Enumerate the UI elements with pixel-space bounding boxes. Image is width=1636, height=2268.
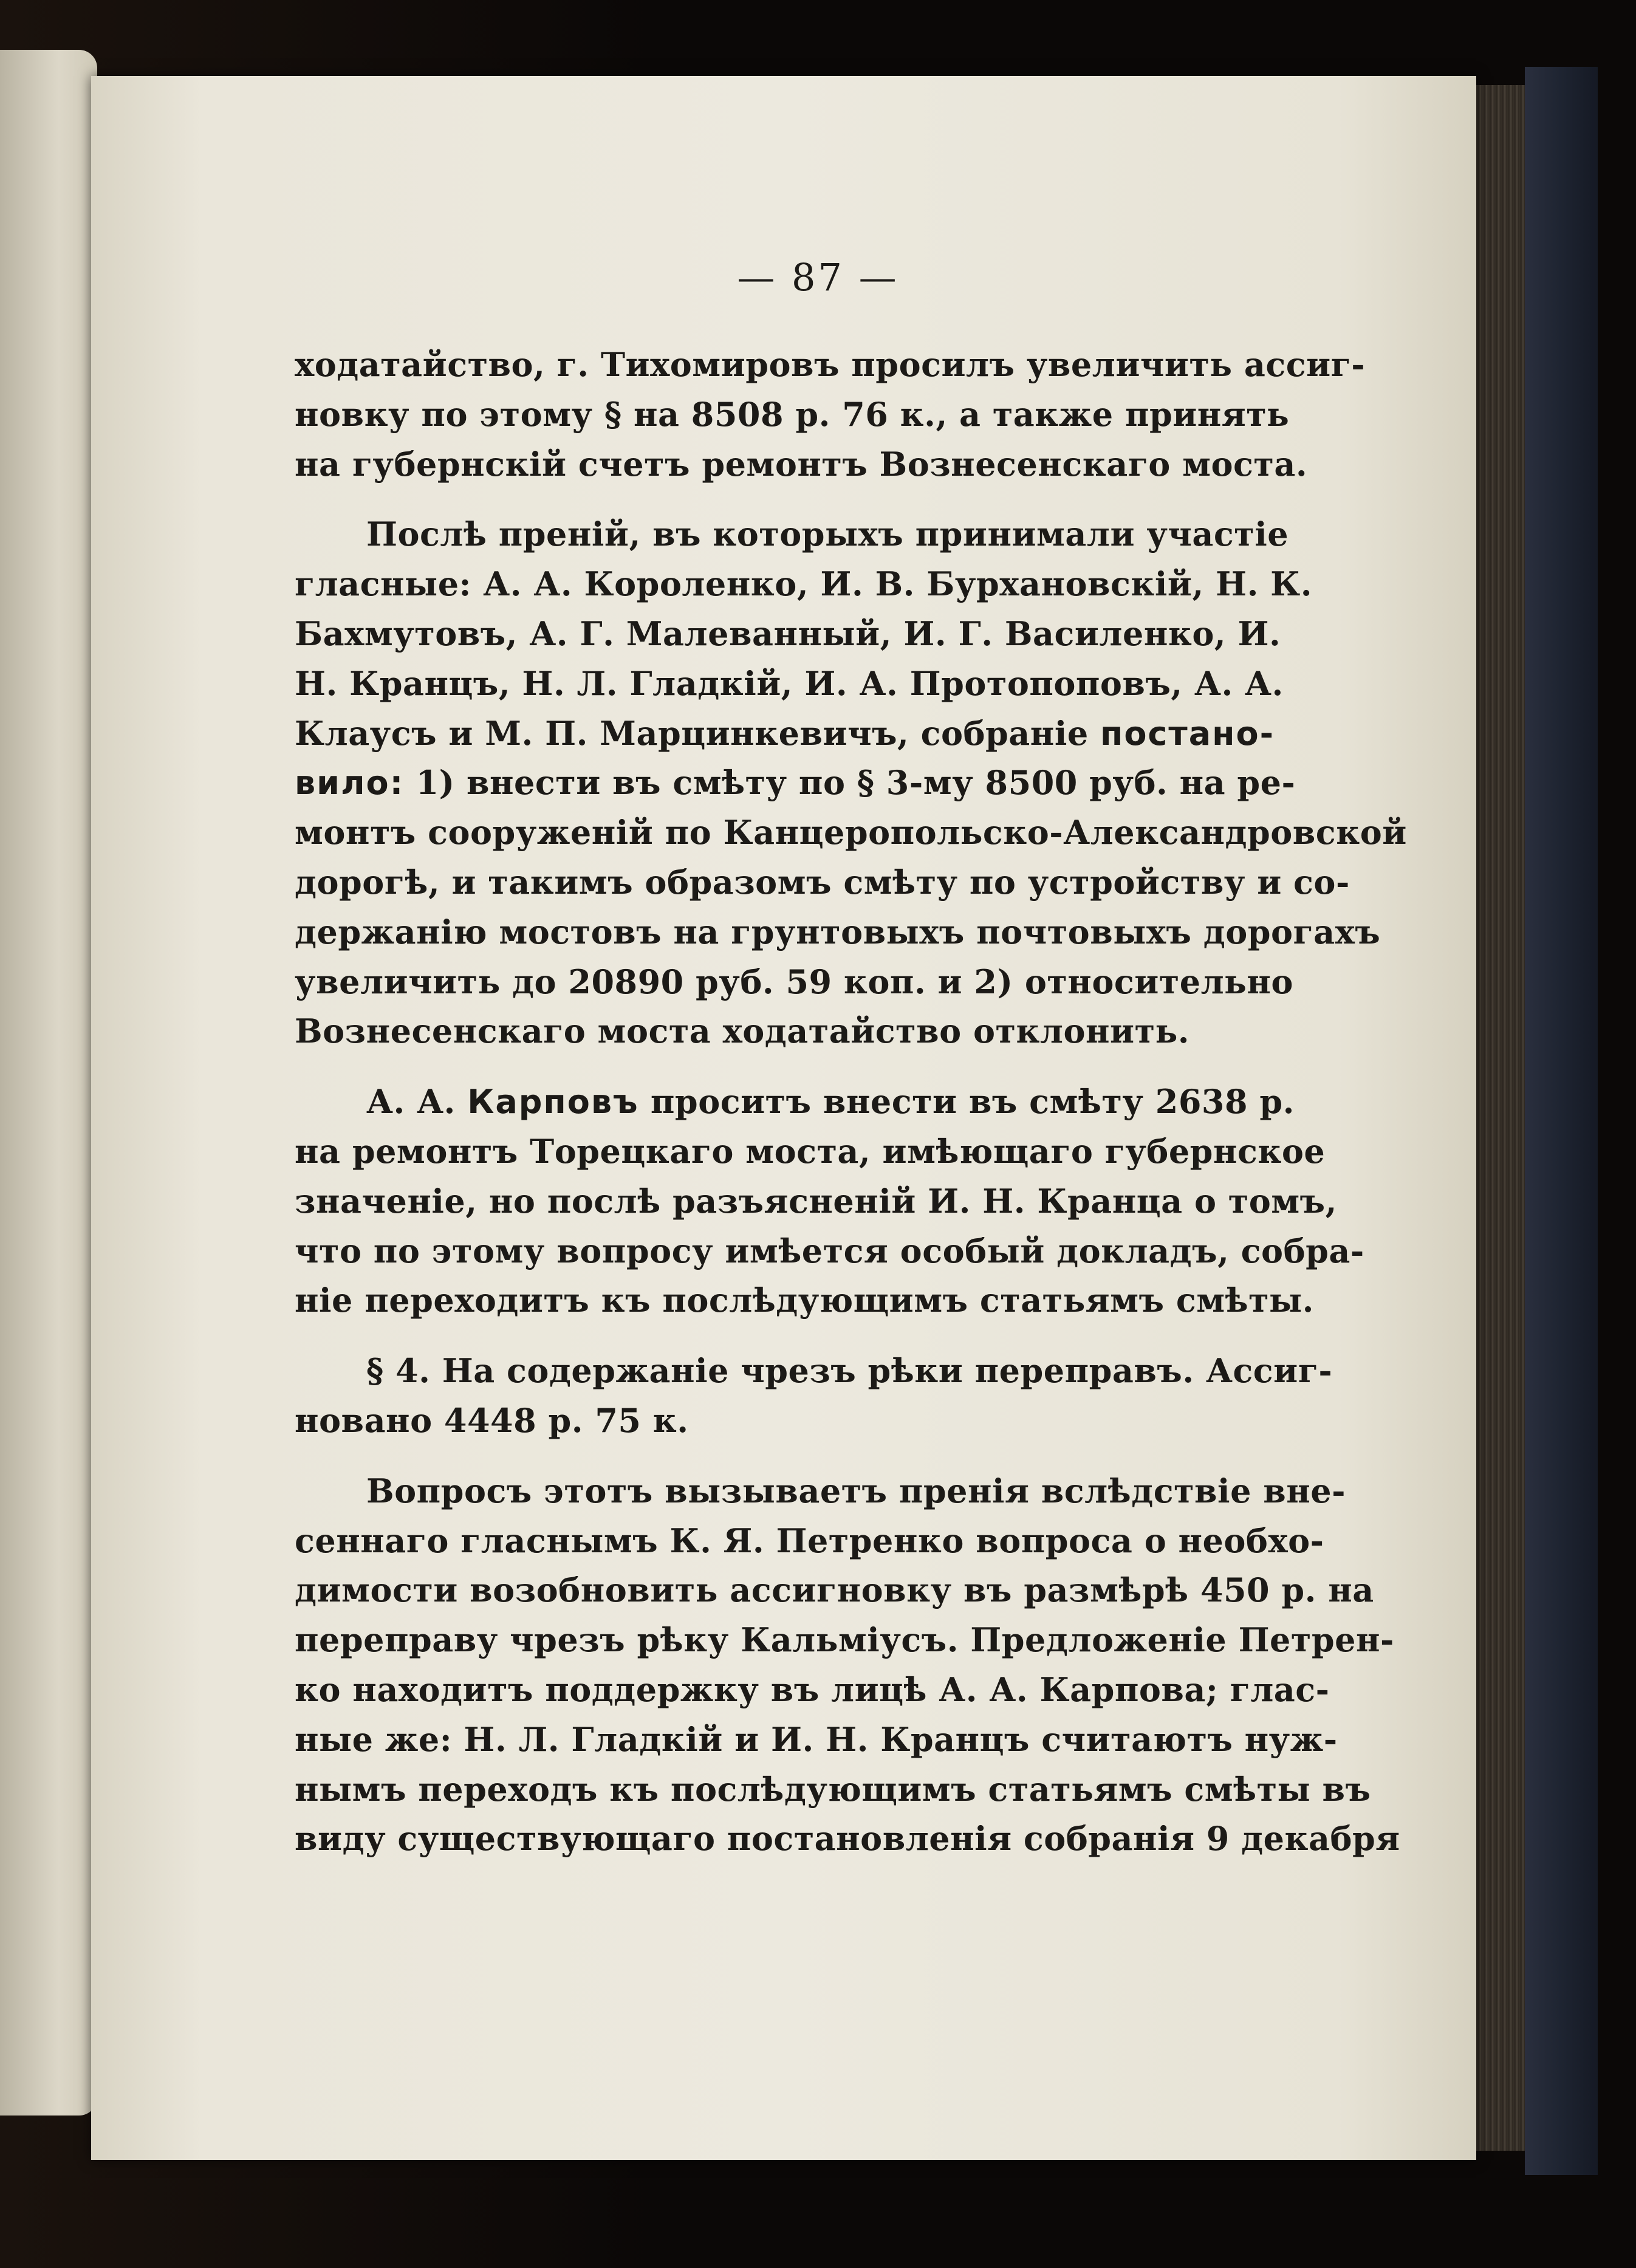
paragraph-1 (295, 340, 1366, 489)
text-line: ніе переходитъ къ послѣдующимъ статьямъ смѣты. (295, 1281, 1314, 1320)
paragraph-5 (295, 1467, 1400, 1864)
text-line: § 4. На содержаніе чрезъ рѣки переправъ. Ассиг- (366, 1351, 1333, 1391)
text-line-with-bold (295, 1077, 1295, 1127)
bold-name: Карповъ (467, 1083, 639, 1122)
text-line: на ремонтъ Торецкаго моста, имѣющаго губернское (295, 1131, 1326, 1171)
text-line-with-bold (295, 758, 1296, 808)
text-span: 1) внести въ смѣту по § 3-му 8500 руб. на ре- (416, 763, 1296, 803)
text-span: Клаусъ и М. П. Марцинкевичъ, собраніе (295, 713, 1089, 753)
text-line: виду существующаго постановленія собранія 9 декабря (295, 1819, 1400, 1859)
text-line: Послѣ преній, въ которыхъ принимали участіе (366, 515, 1289, 554)
text-span: проситъ внести въ смѣту 2638 р. (650, 1082, 1295, 1122)
text-line: Вознесенскаго моста ходатайство отклонить. (295, 1012, 1190, 1051)
text-line: димости возобновить ассигновку въ размѣрѣ 450 р. на (295, 1571, 1374, 1610)
bold-word: вило: (295, 764, 405, 803)
text-line: увеличить до 20890 руб. 59 коп. и 2) относительно (295, 962, 1293, 1001)
paragraph-2 (295, 510, 1407, 1057)
page-text (295, 340, 1407, 1864)
text-line: дорогѣ, и такимъ образомъ смѣту по устройству и со- (295, 862, 1350, 902)
text-line: на губернскій счетъ ремонтъ Вознесенскаго моста. (295, 444, 1308, 484)
book-cover-edge (1525, 67, 1598, 2175)
text-line: значеніе, но послѣ разъясненій И. Н. Кранца о томъ, (295, 1181, 1337, 1221)
text-line: держанію мостовъ на грунтовыхъ почтовыхъ дорогахъ (295, 912, 1381, 951)
text-line: ные же: Н. Л. Гладкій и И. Н. Кранцъ считаютъ нуж- (295, 1719, 1338, 1759)
text-line: Н. Кранцъ, Н. Л. Гладкій, И. А. Протопоповъ, А. А. (295, 663, 1284, 703)
text-line: новку по этому § на 8508 р. 76 к., а также принять (295, 394, 1290, 434)
previous-page-edge (0, 50, 97, 2116)
text-line: что по этому вопросу имѣется особый докладъ, собра- (295, 1231, 1364, 1270)
text-line: новано 4448 р. 75 к. (295, 1400, 689, 1440)
text-line: Бахмутовъ, А. Г. Малеванный, И. Г. Василенко, И. (295, 614, 1281, 653)
text-line: Вопросъ этотъ вызываетъ пренія вслѣдствіе вне- (366, 1471, 1346, 1510)
bold-word: постано- (1100, 714, 1275, 753)
page-stack-edge (1476, 85, 1525, 2151)
text-line: сеннаго гласнымъ К. Я. Петренко вопроса о необхо- (295, 1521, 1324, 1560)
text-line-with-bold (295, 709, 1273, 759)
text-line: нымъ переходъ къ послѣдующимъ статьямъ смѣты въ (295, 1769, 1371, 1809)
paragraph-3 (295, 1077, 1364, 1326)
text-line: ходатайство, г. Тихомировъ просилъ увеличить ассиг- (295, 345, 1366, 384)
text-line: ко находитъ поддержку въ лицѣ А. А. Карпова; глас- (295, 1670, 1330, 1709)
text-span: А. А. (366, 1082, 456, 1122)
text-line: монтъ сооруженій по Канцеропольско-Александровской (295, 813, 1407, 852)
text-line: переправу чрезъ рѣку Кальміусъ. Предложеніе Петрен- (295, 1620, 1394, 1660)
paragraph-4 (295, 1346, 1333, 1446)
text-line: гласные: А. А. Короленко, И. В. Бурхановскій, Н. К. (295, 564, 1313, 604)
page-number: — 87 — (737, 255, 899, 300)
